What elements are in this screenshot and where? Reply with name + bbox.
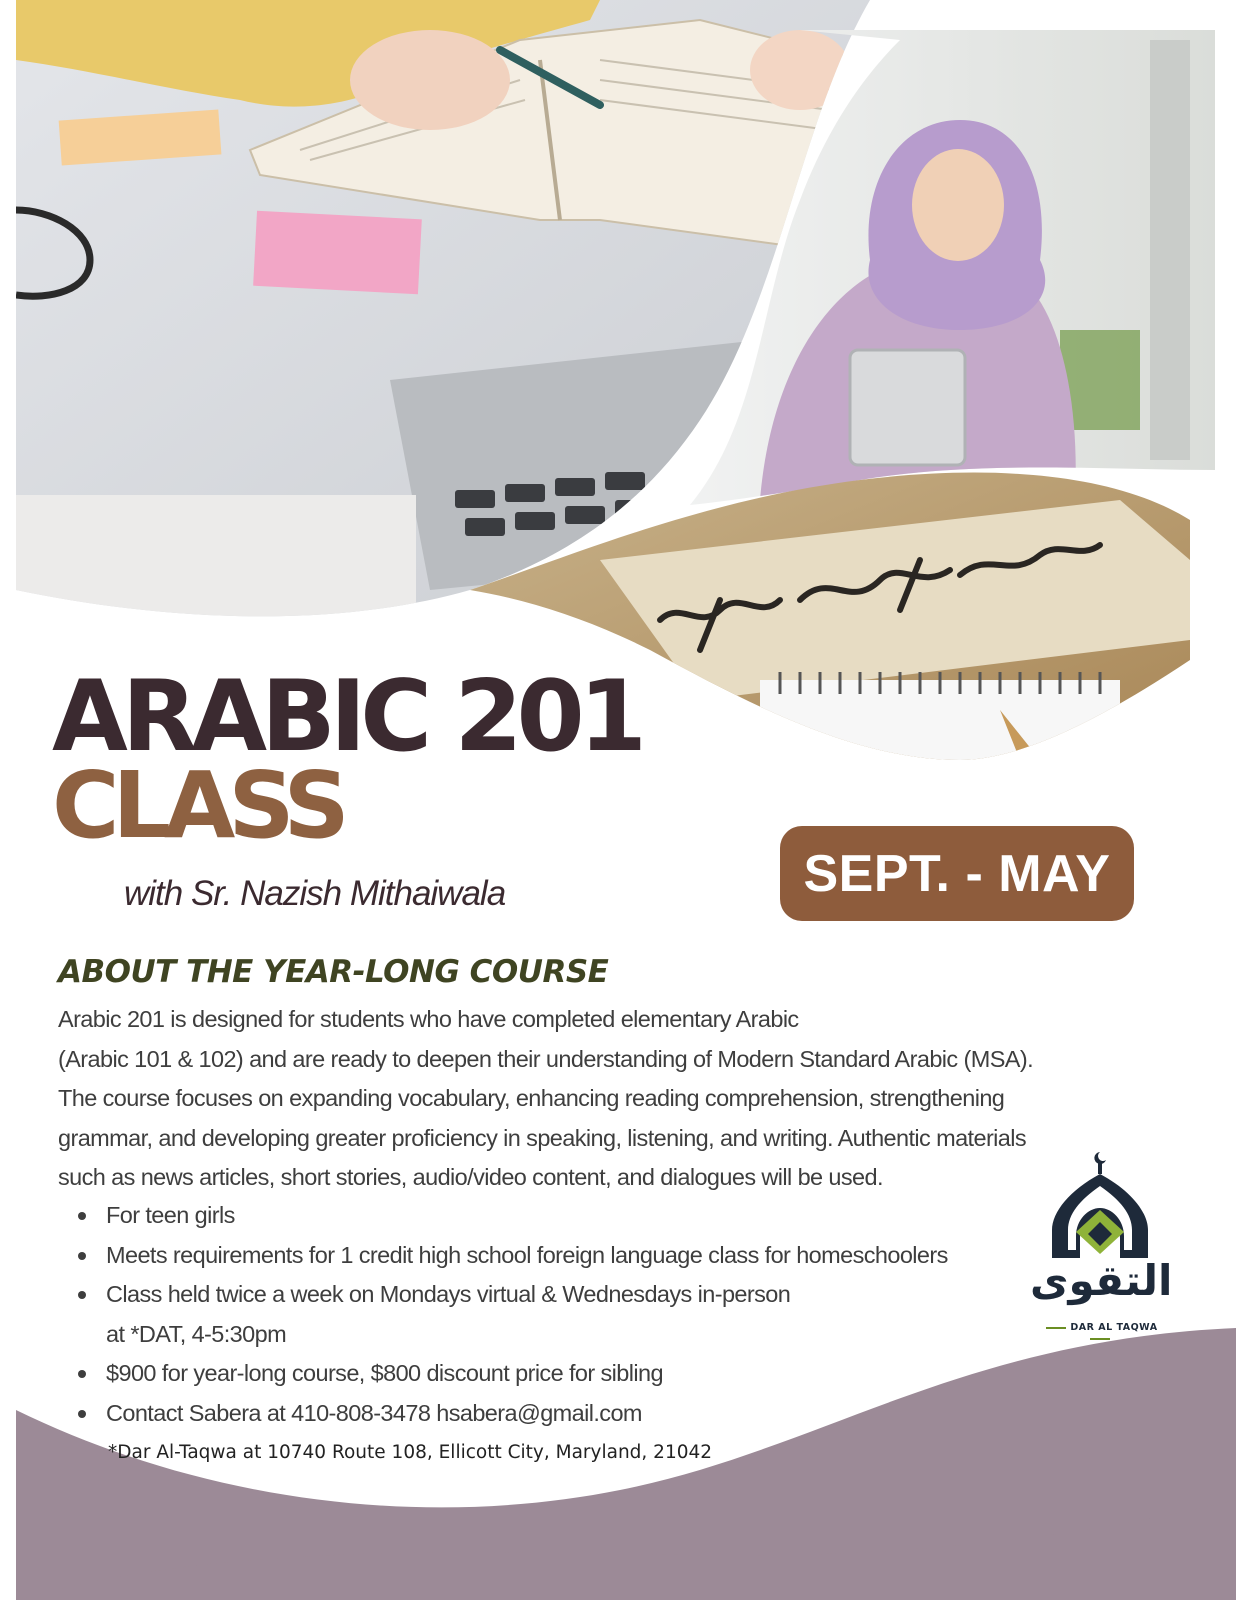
- instructor-name: with Sr. Nazish Mithaiwala: [124, 874, 506, 913]
- date-badge: [780, 826, 1134, 921]
- about-line: Arabic 201 is designed for students who have completed elementary Arabic: [58, 1006, 799, 1032]
- list-item-text: Class held twice a week on Mondays virtual & Wednesdays in-person: [106, 1281, 791, 1307]
- list-item-text: Meets requirements for 1 credit high school foreign language class for homeschoolers: [106, 1241, 948, 1268]
- about-line: grammar, and developing greater proficiency in speaking, listening, and writing. Authentic materials: [58, 1124, 1027, 1151]
- list-item: [58, 1196, 1058, 1236]
- list-item-text: $900 for year-long course, $800 discount price for sibling: [106, 1360, 663, 1386]
- logo-caption: DAR AL TAQWA: [1030, 1322, 1170, 1344]
- about-line: such as news articles, short stories, audio/video content, and dialogues will be used.: [58, 1164, 883, 1190]
- address-footnote: *Dar Al-Taqwa at 10740 Route 108, Ellicott City, Maryland, 21042: [108, 1442, 713, 1463]
- list-item-text: For teen girls: [106, 1202, 235, 1228]
- about-heading: ABOUT THE YEAR-LONG COURSE: [58, 954, 609, 990]
- course-title-class: CLASS: [52, 752, 343, 859]
- about-line: The course focuses on expanding vocabulary, enhancing reading comprehension, strengthening: [58, 1085, 1005, 1111]
- course-title: ARABIC 201: [52, 660, 641, 774]
- about-line: (Arabic 101 & 102) and are ready to deepen their understanding of Modern Standard Arabic (MSA).: [58, 1045, 1034, 1072]
- list-item-continuation: at *DAT, 4-5:30pm: [106, 1320, 287, 1347]
- list-item: [58, 1236, 1058, 1276]
- about-description: [58, 1000, 1178, 1198]
- mosque-dome-icon: [1030, 1150, 1170, 1260]
- date-badge-label: SEPT. - MAY: [803, 844, 1111, 903]
- logo-arabic-text: التقوى: [1030, 1256, 1173, 1305]
- list-item-text: Contact Sabera at 410-808-3478 hsabera@gmail.com: [106, 1399, 642, 1426]
- dar-al-taqwa-logo: [1030, 1150, 1173, 1340]
